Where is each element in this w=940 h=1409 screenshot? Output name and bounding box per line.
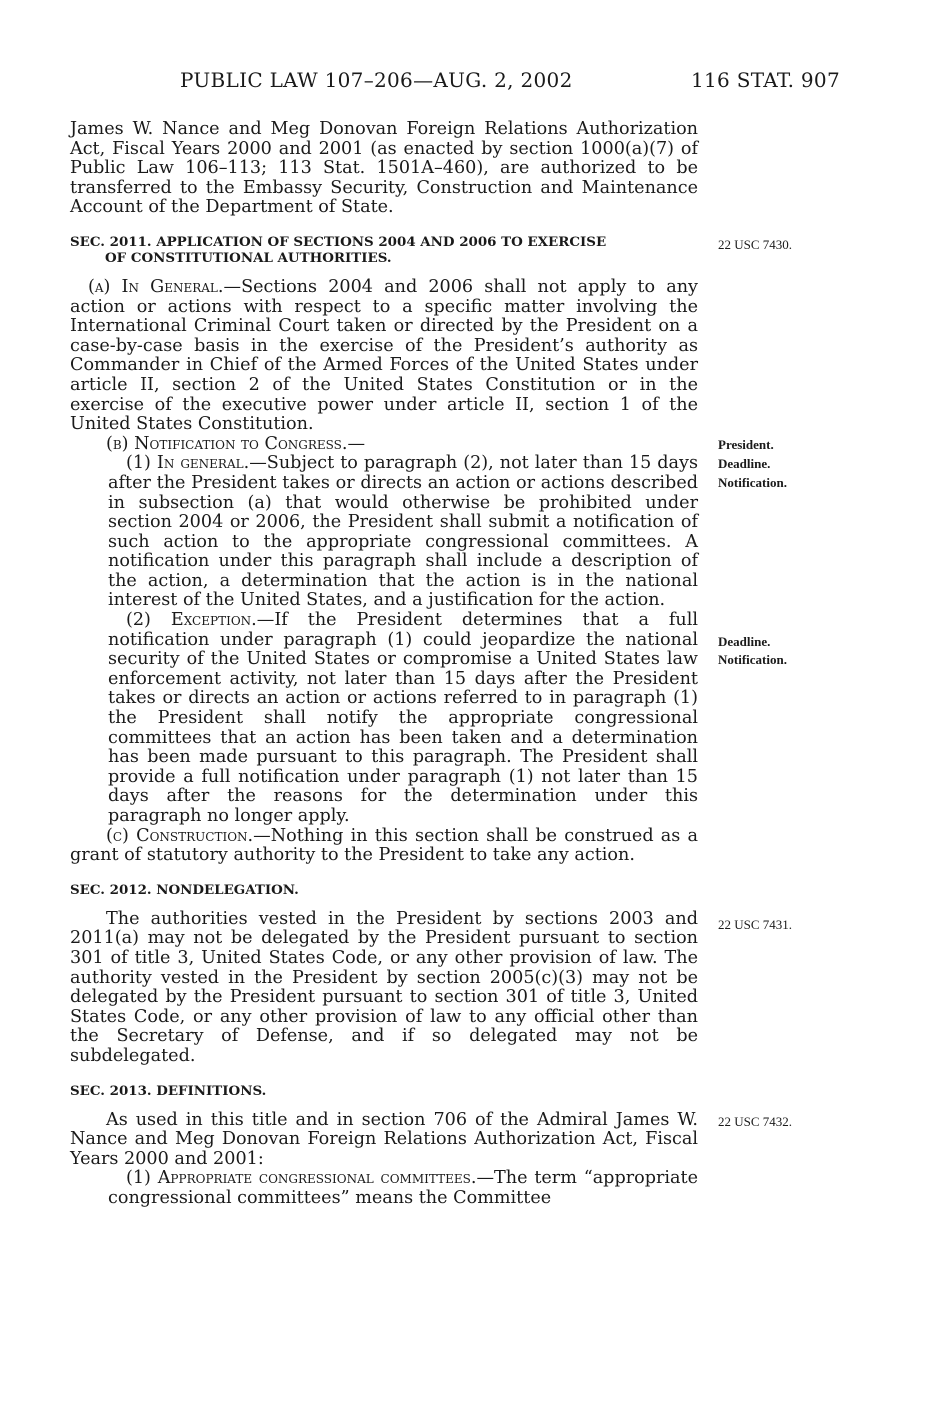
page-number: 116 STAT. 907 bbox=[690, 68, 840, 92]
margin-note-deadline-2: Deadline. bbox=[718, 634, 771, 649]
subsection-b-label: (b) Notification to Congress. bbox=[106, 433, 348, 454]
sec-2011-heading bbox=[70, 234, 698, 266]
running-head-title: PUBLIC LAW 107–206—AUG. 2, 2002 bbox=[180, 68, 573, 92]
sec-2011-heading-line2: OF CONSTITUTIONAL AUTHORITIES. bbox=[105, 249, 392, 266]
sec-2011-heading-line1: SEC. 2011. APPLICATION OF SECTIONS 2004 AND 2006 TO EXERCISE bbox=[70, 233, 607, 250]
paragraph-b1-label: (1) In general. bbox=[126, 453, 250, 474]
main-text-column bbox=[70, 120, 698, 1209]
subsection-c-text: —Nothing in this section shall be construed as a grant of statutory authority to the President to take any action. bbox=[70, 825, 699, 866]
sec-2011-subsection-c bbox=[70, 827, 698, 866]
intro-paragraph: James W. Nance and Meg Donovan Foreign Relations Authorization Act, Fiscal Years 2000 and 2001 (as enacted by section 1000(a)(7) of Public Law 106–113; 113 Stat. 1501A–460), are authorized to be transferred to the Embassy Security, Construction and Maintenance Account of the Department of State. bbox=[70, 119, 698, 218]
margin-note-deadline-1: Deadline. bbox=[718, 456, 771, 471]
sec-2013-text: As used in this title and in section 706 of the Admiral James W. Nance and Meg Donovan Foreign Relations Authorization Act, Fiscal Years 2000 and 2001: bbox=[70, 1109, 698, 1169]
sec-2011-paragraph-b1 bbox=[70, 454, 698, 611]
sec-2013-definition-1 bbox=[70, 1169, 698, 1208]
sec-2012-heading: SEC. 2012. NONDELEGATION. bbox=[70, 881, 299, 898]
margin-note-usc-7430: 22 USC 7430. bbox=[718, 237, 793, 252]
page-header bbox=[180, 68, 840, 98]
subsection-a-text: —Sections 2004 and 2006 shall not apply to any action or actions with respect to a specific matter involving the International Criminal Court taken or directed by the President on a case-by-case basis in the exercise of the President’s authority as Commander in Chief of the Armed Forces of the United States under article II, section 2 of the United States Constitution or in the exercise of the executive power under article II, section 1 of the United States Constitution. bbox=[70, 276, 698, 435]
margin-note-president: President. bbox=[718, 437, 774, 452]
sec-2011-subsection-a bbox=[70, 278, 698, 435]
sec-2011-paragraph-b2 bbox=[70, 611, 698, 827]
subsection-c-label: (c) Construction. bbox=[106, 825, 254, 846]
subsection-a-label: (a) In General. bbox=[88, 276, 224, 297]
definition-1-text: —The term “appropriate congressional committees” means the Committee bbox=[108, 1168, 698, 1208]
margin-note-usc-7431: 22 USC 7431. bbox=[718, 917, 793, 932]
paragraph-b1-text: —Subject to paragraph (2), not later than 15 days after the President takes or directs an action or actions described in subsection (a) that would otherwise be prohibited under section 2004 or 2006, the President shall submit a notification of such action to the appropriate congressional committees. A notification under this paragraph shall include a description of the action, a determination that the action is in the national interest of the United States, and a justification for the action. bbox=[108, 453, 698, 611]
sec-2011-subsection-b bbox=[70, 435, 698, 455]
margin-note-notification-1: Notification. bbox=[718, 475, 787, 490]
sec-2013-heading: SEC. 2013. DEFINITIONS. bbox=[70, 1082, 267, 1099]
paragraph-b2-text: —If the President determines that a full notification under paragraph (1) could jeopardize the national security of the United States or compromise a United States law enforcement activity, not later than 15 days after the President takes or directs an action or actions referred to in paragraph (1) the President shall notify the appropriate congressional committees that an action has been taken and a determination has been made pursuant to this paragraph. The President shall provide a full notification under paragraph (1) not later than 15 days after the reasons for the determination under this paragraph no longer apply. bbox=[108, 610, 698, 826]
paragraph-b2-label: (2) Exception. bbox=[126, 610, 257, 631]
sec-2012-text: The authorities vested in the President by sections 2003 and 2011(a) may not be delegated by the President pursuant to section 301 of title 3, United States Code, or any other provision of law. The authority vested in the President by section 2005(c)(3) may not be delegated by the President pursuant to section 301 of title 3, United States Code, or any other provision of law to any official other than the Secretary of Defense, and if so delegated may not be subdelegated. bbox=[70, 908, 698, 1066]
margin-note-usc-7432: 22 USC 7432. bbox=[718, 1114, 793, 1129]
subsection-b-dash: — bbox=[347, 433, 366, 454]
margin-note-notification-2: Notification. bbox=[718, 652, 787, 667]
definition-1-label: (1) Appropriate congressional committees. bbox=[126, 1168, 477, 1189]
